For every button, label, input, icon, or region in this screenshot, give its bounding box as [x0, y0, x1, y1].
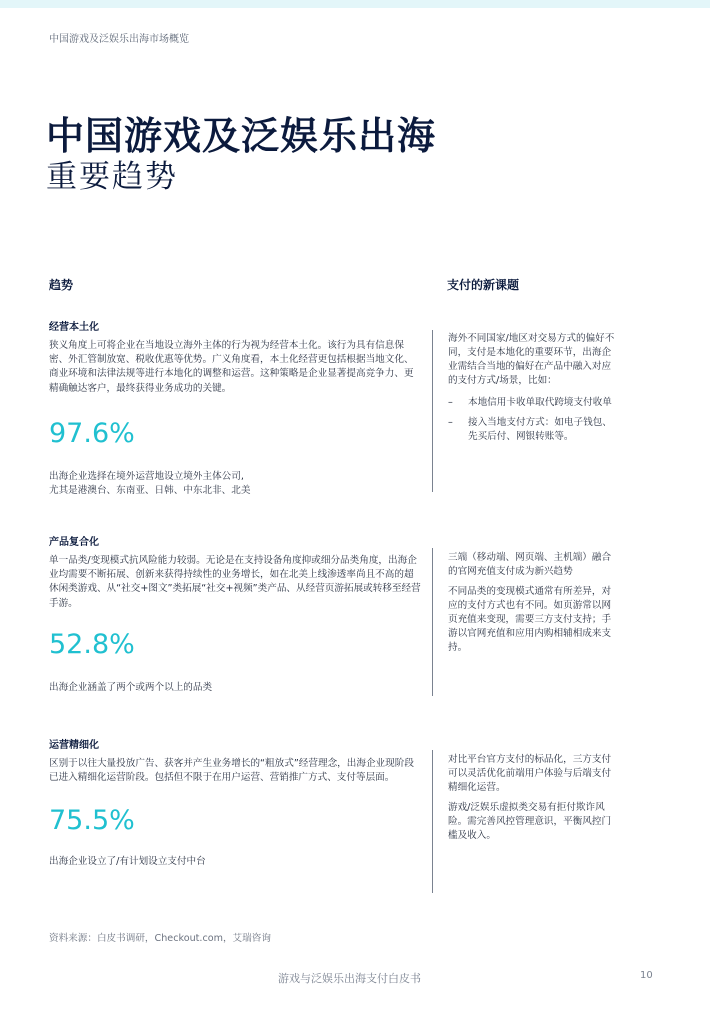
bullet-item	[448, 396, 618, 410]
divider-line	[432, 330, 433, 492]
stat-value: 97.6%	[49, 417, 135, 449]
payment-paragraph: 对比平台官方支付的标品化，三方支付可以灵活优化前端用户体验与后端支付精细化运营。	[448, 754, 612, 793]
divider-line	[432, 548, 433, 696]
section-refined-operations	[49, 736, 421, 870]
divider-line	[432, 750, 433, 893]
stat-caption: 出海企业设立了/有计划设立支付中台	[49, 856, 206, 868]
stat-value: 75.5%	[49, 805, 135, 837]
payment-paragraph: 游戏/泛娱乐虚拟类交易有拒付欺诈风险。需完善风控管理意识，平衡风控门槛及收入。	[448, 802, 612, 841]
section-subheading: 运营精细化	[49, 740, 99, 751]
section-subheading: 产品复合化	[49, 537, 99, 548]
section-body: 单一品类/变现模式抗风险能力较弱。无论是在支持设备角度抑或细分品类角度，出海企业均需要不断拓展、创新来获得持续性的业务增长，如在北美上线渗透率尚且不高的超休闲类游戏、从“社交+图文”类拓展“社交+视频”类产品、从经营页游拓展或转移至经营手游。	[49, 555, 421, 609]
payment-paragraph: 不同品类的变现模式通常有所差异，对应的支付方式也有不同。如页游常以网页充值来变现，需要三方支付支持；手游以官网充值和应用内购相辅相成来支持。	[448, 586, 612, 653]
bullet-text: 接入当地支付方式：如电子钱包、先买后付、网银转账等。	[468, 417, 612, 442]
section-subheading: 经营本土化	[49, 322, 99, 333]
page-title-line2: 重要趋势	[46, 159, 178, 195]
bullet-text: 本地信用卡收单取代跨境支付收单	[468, 397, 612, 408]
payment-diversification	[448, 551, 618, 655]
bullet-item	[448, 416, 618, 444]
stat-caption: 出海企业选择在境外运营地设立境外主体公司,	[49, 470, 244, 482]
payment-intro: 海外不同国家/地区对交易方式的偏好不同，支付是本地化的重要环节，出海企业需结合当地的偏好在产品中融入对应的支付方式/场景，比如：	[448, 333, 615, 386]
footer-title: 游戏与泛娱乐出海支付白皮书	[278, 972, 421, 985]
stat-caption: 出海企业涵盖了两个或两个以上的品类	[49, 681, 213, 693]
payment-heading: 支付的新课题	[447, 278, 520, 292]
payment-refined-operations	[448, 753, 618, 843]
bullet-dash: –	[448, 417, 453, 428]
section-body: 狭义角度上可将企业在当地设立海外主体的行为视为经营本土化。该行为具有信息保密、外汇管制放宽、税收优惠等优势。广义角度看，本土化经营更包括根据当地文化、商业环境和法律法规等进行本地化的调整和运营。这种策略是企业显著提高竞争力、更精确触达客户，最终获得业务成功的关键。	[49, 340, 414, 394]
section-body: 区别于以往大量投放广告、获客并产生业务增长的“粗放式”经营理念，出海企业现阶段已进入精细化运营阶段。包括但不限于在用户运营、营销推广方式、支付等层面。	[49, 758, 414, 784]
top-accent-bar	[0, 0, 710, 8]
trends-heading: 趋势	[49, 278, 74, 292]
header-label: 中国游戏及泛娱乐出海市场概览	[49, 34, 189, 45]
section-localization	[49, 318, 421, 498]
stat-value: 52.8%	[49, 628, 135, 660]
page-number: 10	[640, 970, 653, 981]
payment-localization	[448, 332, 618, 444]
bullet-dash: –	[448, 397, 453, 408]
stat-caption-line2: 尤其是港澳台、东南亚、日韩、中东北非、北美	[49, 485, 251, 497]
source-note: 资料来源：白皮书调研，Checkout.com，艾瑞咨询	[49, 933, 271, 944]
payment-paragraph: 三端（移动端、网页端、主机端）融合的官网充值支付成为新兴趋势	[448, 552, 612, 577]
page-title-line1: 中国游戏及泛娱乐出海	[46, 114, 437, 158]
section-product-diversification	[49, 533, 421, 695]
